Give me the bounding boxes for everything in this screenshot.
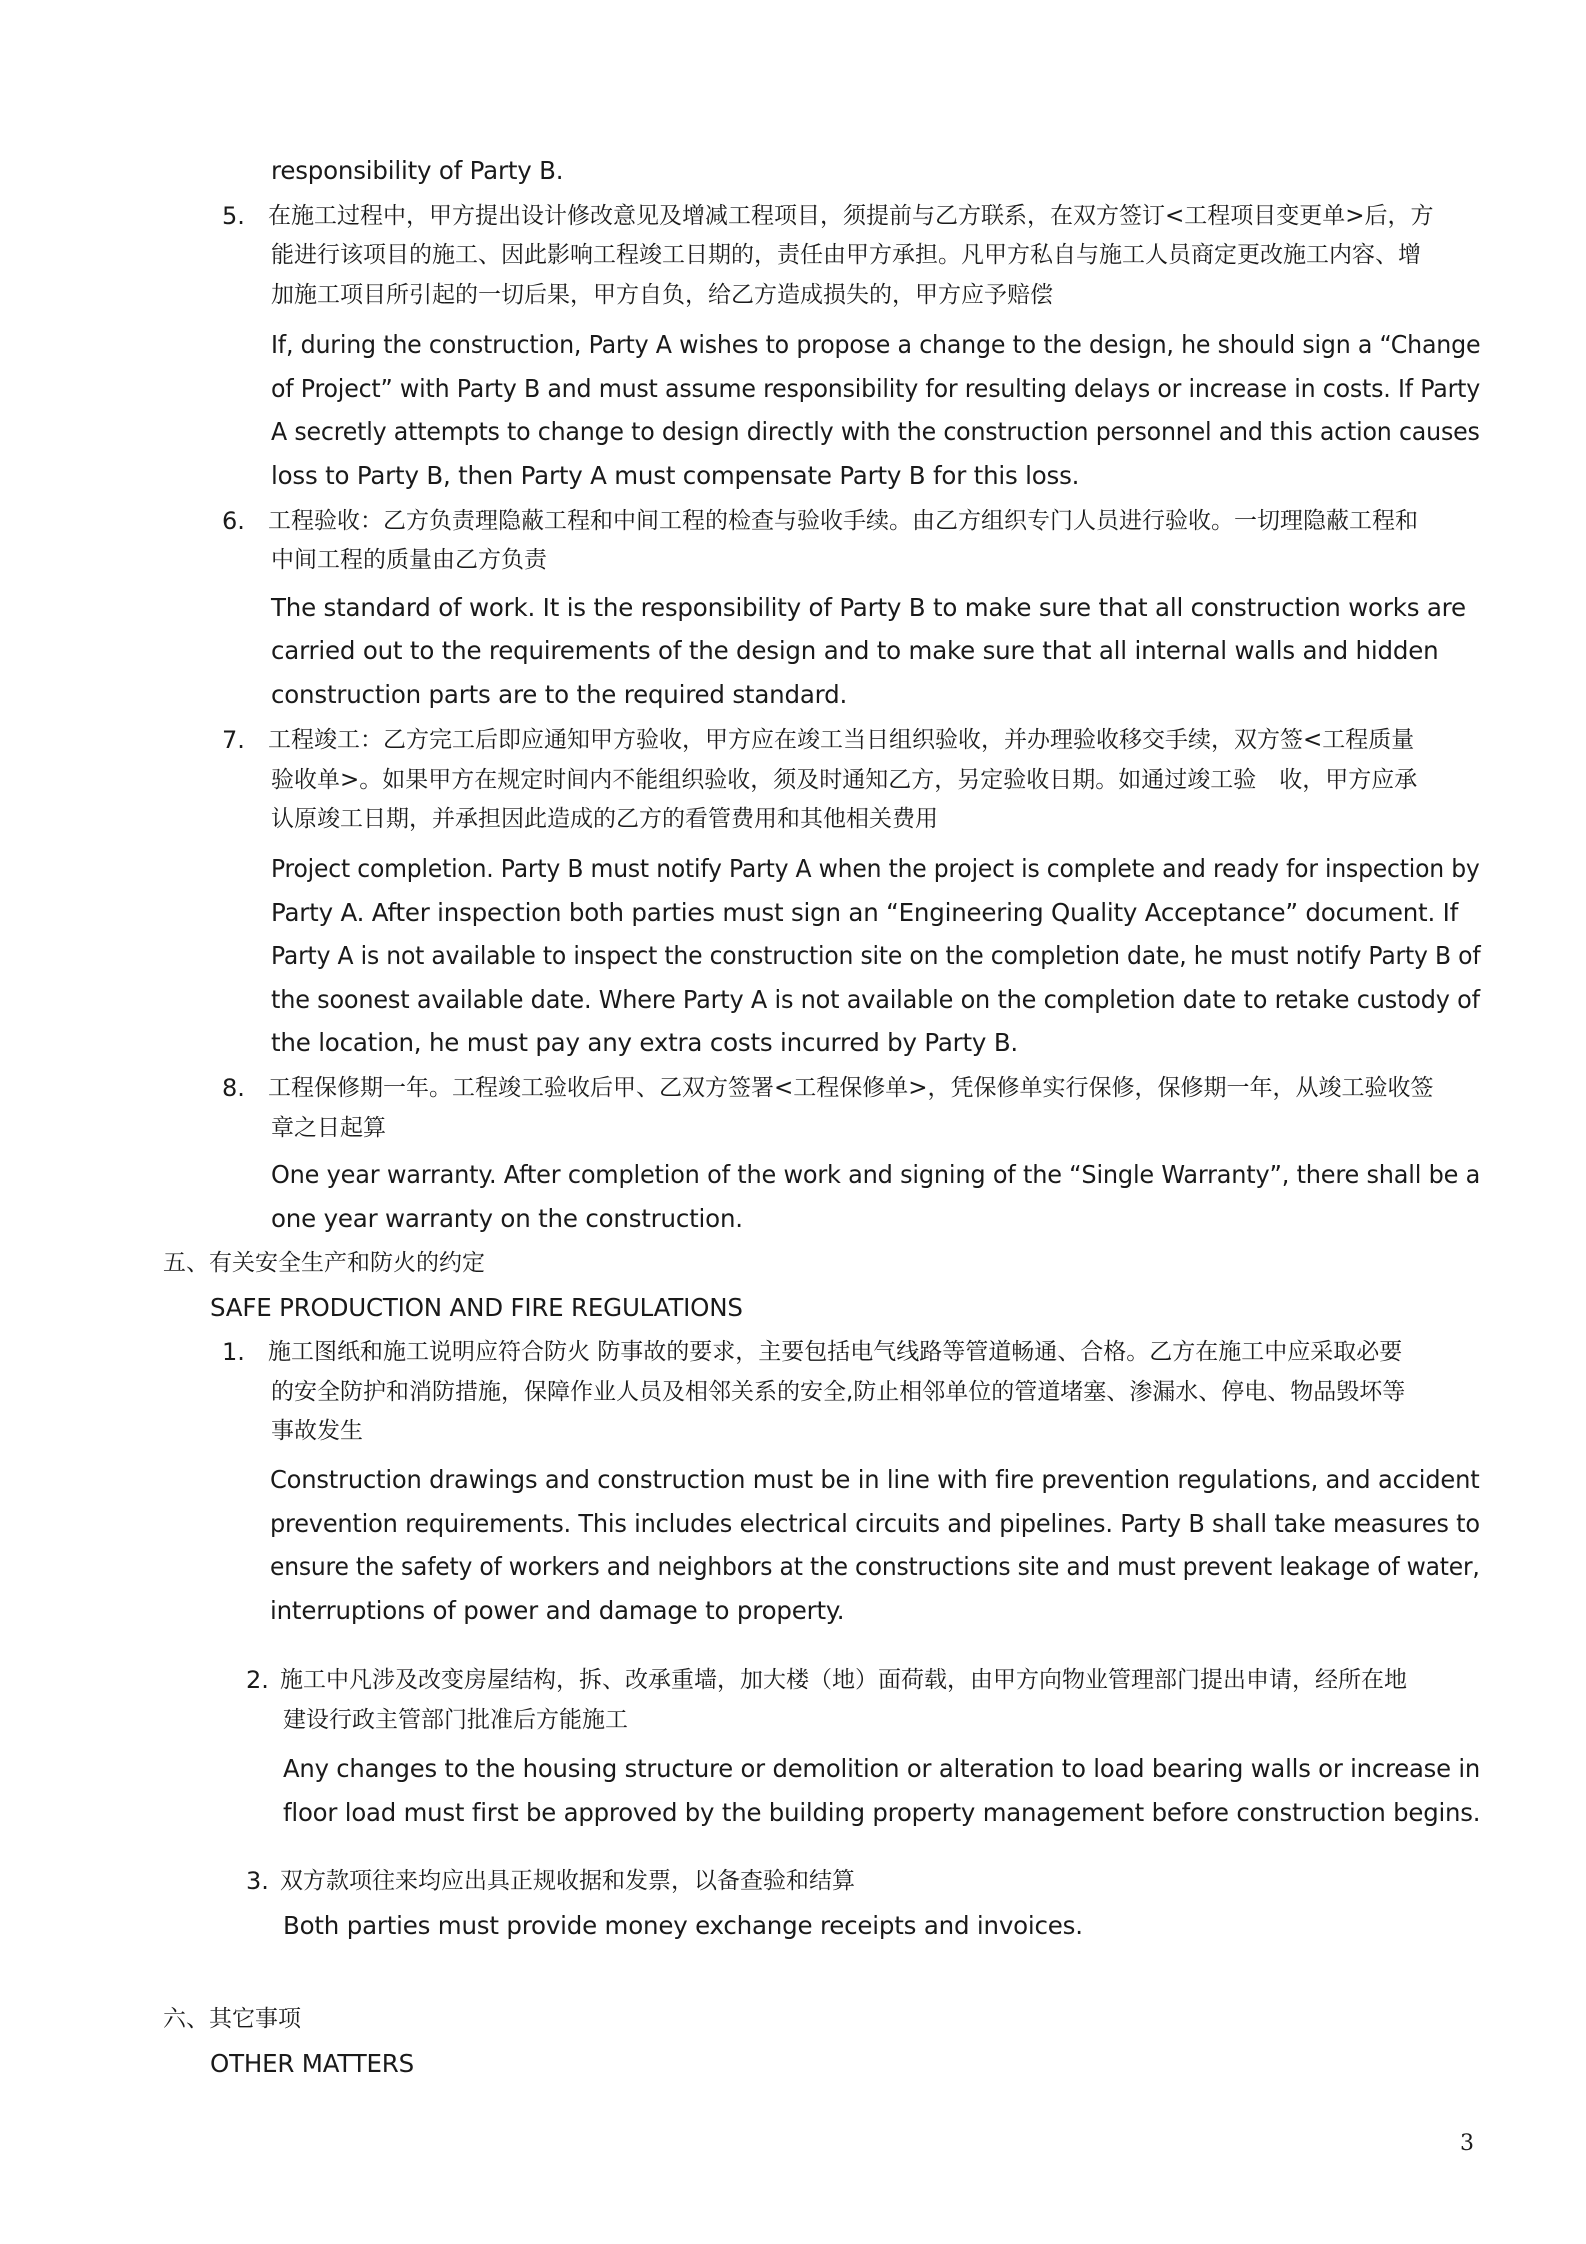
clause-en-line: the soonest available date. Where Party A is not available on the completion date to retake custody of: [271, 985, 1480, 1014]
clause-zh-line: 能进行该项目的施工、因此影响工程竣工日期的，责任由甲方承担。凡甲方私自与施工人员商定更改施工内容、增: [271, 242, 1421, 268]
clause-zh-line: 中间工程的质量由乙方负责: [271, 547, 547, 573]
clause-zh-line: 工程验收：乙方负责理隐蔽工程和中间工程的检查与验收手续。由乙方组织专门人员进行验收。一切理隐蔽工程和: [268, 508, 1418, 534]
clause-en-line: If, during the construction, Party A wishes to propose a change to the design, he should sign a “Change: [271, 330, 1481, 359]
clause-en-line: Construction drawings and construction must be in line with fire prevention regulations, and accident: [270, 1465, 1480, 1494]
clause-en-line: prevention requirements. This includes electrical circuits and pipelines. Party B shall take measures to: [270, 1509, 1480, 1538]
clause-en-line: floor load must first be approved by the building property management before construction begins.: [283, 1798, 1481, 1827]
clause-zh-line: 验收单>。如果甲方在规定时间内不能组织验收，须及时通知乙方，另定验收日期。如通过竣工验 收，甲方应承: [271, 767, 1418, 793]
clause-zh-line: 双方款项往来均应出具正规收据和发票，以备查验和结算: [280, 1868, 855, 1894]
clause-en-line: of Project” with Party B and must assume responsibility for resulting delays or increase in costs. If Party: [271, 374, 1481, 403]
section-heading-en: OTHER MATTERS: [210, 2049, 414, 2078]
clause-en-line: Party A. After inspection both parties must sign an “Engineering Quality Acceptance” document. If: [271, 898, 1459, 927]
clause-zh-line: 工程保修期一年。工程竣工验收后甲、乙双方签署<工程保修单>，凭保修单实行保修，保修期一年，从竣工验收签: [268, 1075, 1434, 1101]
section-heading-zh: 六、其它事项: [163, 2006, 301, 2032]
clause-en-line: A secretly attempts to change to design directly with the construction personnel and this action causes: [271, 417, 1480, 446]
clause-en-line: Party A is not available to inspect the construction site on the completion date, he must notify Party B of: [271, 941, 1481, 970]
clause-zh-line: 事故发生: [271, 1418, 363, 1444]
clause-number: 8.: [222, 1074, 245, 1102]
clause-en-line: ensure the safety of workers and neighbors at the constructions site and must prevent leakage of water,: [270, 1552, 1480, 1581]
clause-en-line: interruptions of power and damage to property.: [270, 1596, 845, 1625]
clause-en-line: carried out to the requirements of the design and to make sure that all internal walls and hidden: [271, 636, 1439, 665]
page-number: 3: [1460, 2131, 1474, 2156]
clause-zh-line: 建设行政主管部门批准后方能施工: [283, 1707, 628, 1733]
clause-zh-line: 在施工过程中，甲方提出设计修改意见及增减工程项目，须提前与乙方联系，在双方签订<工程项目变更单>后，方: [268, 203, 1434, 229]
clause-zh-line: 工程竣工：乙方完工后即应通知甲方验收，甲方应在竣工当日组织验收，并办理验收移交手续，双方签<工程质量: [268, 727, 1415, 753]
clause-en-line: Project completion. Party B must notify Party A when the project is complete and ready for inspection by: [271, 854, 1480, 883]
continuation-text: responsibility of Party B.: [271, 156, 564, 185]
clause-en-line: The standard of work. It is the responsibility of Party B to make sure that all construction works are: [271, 593, 1466, 622]
clause-zh-line: 章之日起算: [271, 1115, 386, 1141]
clause-number: 2.: [246, 1666, 269, 1694]
section-heading-en: SAFE PRODUCTION AND FIRE REGULATIONS: [210, 1293, 743, 1322]
clause-en-line: One year warranty. After completion of the work and signing of the “Single Warranty”, there shall be a: [271, 1160, 1481, 1189]
clause-number: 5.: [222, 202, 245, 230]
clause-en-line: the location, he must pay any extra costs incurred by Party B.: [271, 1028, 1019, 1057]
clause-zh-line: 认原竣工日期，并承担因此造成的乙方的看管费用和其他相关费用: [271, 806, 938, 832]
clause-number: 6.: [222, 507, 245, 535]
clause-zh-line: 施工图纸和施工说明应符合防火 防事故的要求，主要包括电气线路等管道畅通、合格。乙方在施工中应采取必要: [268, 1339, 1403, 1365]
clause-en-line: Any changes to the housing structure or demolition or alteration to load bearing walls or increase in: [283, 1754, 1481, 1783]
clause-number: 3.: [246, 1867, 269, 1895]
clause-en-line: one year warranty on the construction.: [271, 1204, 743, 1233]
clause-en-line: loss to Party B, then Party A must compensate Party B for this loss.: [271, 461, 1080, 490]
clause-number: 1.: [222, 1338, 245, 1366]
clause-en-line: construction parts are to the required standard.: [271, 680, 848, 709]
clause-zh-line: 施工中凡涉及改变房屋结构，拆、改承重墙，加大楼（地）面荷载，由甲方向物业管理部门提出申请，经所在地: [280, 1667, 1407, 1693]
clause-zh-line: 加施工项目所引起的一切后果，甲方自负，给乙方造成损失的，甲方应予赔偿: [271, 282, 1053, 308]
clause-en-line: Both parties must provide money exchange receipts and invoices.: [283, 1911, 1083, 1940]
section-heading-zh: 五、有关安全生产和防火的约定: [163, 1250, 485, 1276]
clause-zh-line: 的安全防护和消防措施，保障作业人员及相邻关系的安全,防止相邻单位的管道堵塞、渗漏水、停电、物品毁坏等: [271, 1379, 1406, 1405]
clause-number: 7.: [222, 726, 245, 754]
